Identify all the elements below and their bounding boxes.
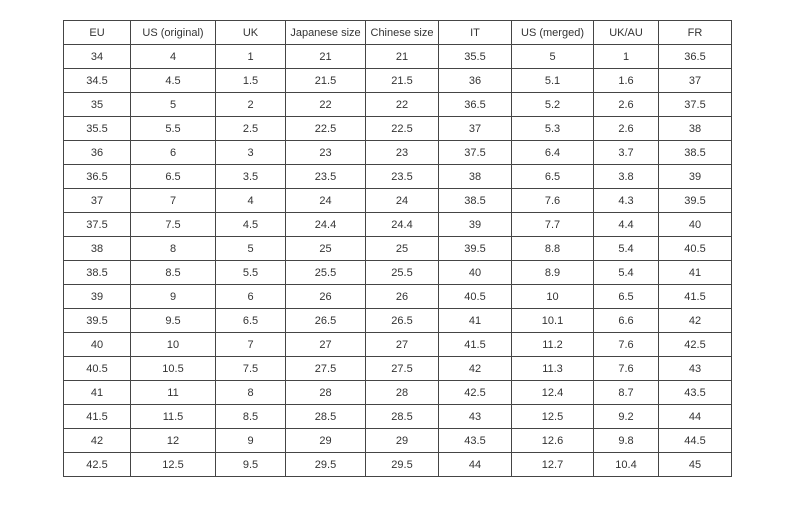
table-cell: 35 bbox=[64, 93, 131, 117]
table-cell: 4 bbox=[216, 189, 286, 213]
table-cell: 27.5 bbox=[286, 357, 366, 381]
table-cell: 4.5 bbox=[216, 213, 286, 237]
table-cell: 4.5 bbox=[131, 69, 216, 93]
column-header-chinese-size: Chinese size bbox=[366, 21, 439, 45]
table-cell: 37.5 bbox=[64, 213, 131, 237]
table-cell: 23.5 bbox=[366, 165, 439, 189]
table-cell: 11.2 bbox=[512, 333, 594, 357]
header-row bbox=[64, 21, 732, 45]
table-cell: 43.5 bbox=[659, 381, 732, 405]
table-cell: 28 bbox=[366, 381, 439, 405]
table-cell: 40.5 bbox=[64, 357, 131, 381]
table-cell: 10.1 bbox=[512, 309, 594, 333]
table-cell: 40 bbox=[64, 333, 131, 357]
table-cell: 21.5 bbox=[366, 69, 439, 93]
table-cell: 27.5 bbox=[366, 357, 439, 381]
table-cell: 2.6 bbox=[594, 117, 659, 141]
table-cell: 42 bbox=[64, 429, 131, 453]
table-cell: 35.5 bbox=[439, 45, 512, 69]
table-row bbox=[64, 189, 732, 213]
table-cell: 6.5 bbox=[594, 285, 659, 309]
table-cell: 39 bbox=[64, 285, 131, 309]
table-row bbox=[64, 69, 732, 93]
table-cell: 36.5 bbox=[659, 45, 732, 69]
table-cell: 8.5 bbox=[216, 405, 286, 429]
table-row bbox=[64, 93, 732, 117]
table-cell: 6 bbox=[131, 141, 216, 165]
table-cell: 11 bbox=[131, 381, 216, 405]
table-cell: 6.5 bbox=[131, 165, 216, 189]
table-cell: 41 bbox=[64, 381, 131, 405]
table-cell: 6.4 bbox=[512, 141, 594, 165]
table-cell: 34.5 bbox=[64, 69, 131, 93]
table-cell: 41.5 bbox=[64, 405, 131, 429]
table-cell: 41 bbox=[659, 261, 732, 285]
table-cell: 40 bbox=[659, 213, 732, 237]
table-row bbox=[64, 429, 732, 453]
table-cell: 41 bbox=[439, 309, 512, 333]
table-cell: 8 bbox=[131, 237, 216, 261]
table-cell: 21.5 bbox=[286, 69, 366, 93]
table-cell: 24 bbox=[366, 189, 439, 213]
table-cell: 40.5 bbox=[439, 285, 512, 309]
table-cell: 39 bbox=[439, 213, 512, 237]
column-header-us-merged: US (merged) bbox=[512, 21, 594, 45]
table-row bbox=[64, 381, 732, 405]
table-cell: 41.5 bbox=[659, 285, 732, 309]
table-cell: 37 bbox=[659, 69, 732, 93]
table-cell: 12.6 bbox=[512, 429, 594, 453]
table-row bbox=[64, 333, 732, 357]
table-cell: 3 bbox=[216, 141, 286, 165]
table-cell: 23 bbox=[286, 141, 366, 165]
table-cell: 24.4 bbox=[286, 213, 366, 237]
table-cell: 38.5 bbox=[439, 189, 512, 213]
table-row bbox=[64, 453, 732, 477]
table-row bbox=[64, 237, 732, 261]
table-cell: 5 bbox=[131, 93, 216, 117]
table-cell: 42.5 bbox=[439, 381, 512, 405]
table-cell: 5 bbox=[512, 45, 594, 69]
table-cell: 24.4 bbox=[366, 213, 439, 237]
table-cell: 6.5 bbox=[512, 165, 594, 189]
table-cell: 42 bbox=[439, 357, 512, 381]
table-cell: 7.6 bbox=[594, 357, 659, 381]
table-cell: 25 bbox=[366, 237, 439, 261]
table-cell: 21 bbox=[286, 45, 366, 69]
table-cell: 28 bbox=[286, 381, 366, 405]
table-cell: 9.5 bbox=[131, 309, 216, 333]
table-cell: 29.5 bbox=[366, 453, 439, 477]
table-cell: 25 bbox=[286, 237, 366, 261]
table-cell: 37.5 bbox=[659, 93, 732, 117]
table-cell: 7.6 bbox=[512, 189, 594, 213]
table-cell: 9.8 bbox=[594, 429, 659, 453]
table-cell: 42 bbox=[659, 309, 732, 333]
table-row bbox=[64, 165, 732, 189]
table-cell: 9 bbox=[131, 285, 216, 309]
table-cell: 27 bbox=[286, 333, 366, 357]
table-cell: 36 bbox=[439, 69, 512, 93]
table-cell: 5.3 bbox=[512, 117, 594, 141]
table-cell: 40.5 bbox=[659, 237, 732, 261]
table-cell: 37 bbox=[64, 189, 131, 213]
table-cell: 34 bbox=[64, 45, 131, 69]
table-cell: 8.8 bbox=[512, 237, 594, 261]
table-body bbox=[64, 45, 732, 477]
table-cell: 22.5 bbox=[366, 117, 439, 141]
table-cell: 36 bbox=[64, 141, 131, 165]
table-cell: 44.5 bbox=[659, 429, 732, 453]
table-cell: 5.4 bbox=[594, 237, 659, 261]
table-cell: 25.5 bbox=[366, 261, 439, 285]
table-cell: 2.6 bbox=[594, 93, 659, 117]
table-cell: 12.5 bbox=[512, 405, 594, 429]
table-cell: 25.5 bbox=[286, 261, 366, 285]
table-cell: 7.5 bbox=[131, 213, 216, 237]
table-row bbox=[64, 309, 732, 333]
column-header-japanese-size: Japanese size bbox=[286, 21, 366, 45]
table-cell: 8.7 bbox=[594, 381, 659, 405]
table-cell: 39.5 bbox=[439, 237, 512, 261]
table-cell: 8.9 bbox=[512, 261, 594, 285]
table-cell: 6.6 bbox=[594, 309, 659, 333]
table-cell: 28.5 bbox=[286, 405, 366, 429]
table-cell: 8.5 bbox=[131, 261, 216, 285]
table-cell: 8 bbox=[216, 381, 286, 405]
table-cell: 26 bbox=[366, 285, 439, 309]
table-cell: 23 bbox=[366, 141, 439, 165]
table-cell: 43 bbox=[659, 357, 732, 381]
table-cell: 37.5 bbox=[439, 141, 512, 165]
table-cell: 39 bbox=[659, 165, 732, 189]
table-cell: 22 bbox=[366, 93, 439, 117]
table-cell: 2.5 bbox=[216, 117, 286, 141]
table-cell: 7 bbox=[216, 333, 286, 357]
table-cell: 4.4 bbox=[594, 213, 659, 237]
table-cell: 10 bbox=[512, 285, 594, 309]
table-cell: 4 bbox=[131, 45, 216, 69]
table-cell: 39.5 bbox=[64, 309, 131, 333]
table-row bbox=[64, 405, 732, 429]
table-cell: 41.5 bbox=[439, 333, 512, 357]
table-cell: 11.5 bbox=[131, 405, 216, 429]
table-cell: 24 bbox=[286, 189, 366, 213]
table-cell: 1 bbox=[594, 45, 659, 69]
table-cell: 44 bbox=[439, 453, 512, 477]
table-cell: 38 bbox=[64, 237, 131, 261]
shoe-size-conversion-table bbox=[63, 20, 732, 477]
table-cell: 7.6 bbox=[594, 333, 659, 357]
table-cell: 2 bbox=[216, 93, 286, 117]
table-row bbox=[64, 285, 732, 309]
table-cell: 12.7 bbox=[512, 453, 594, 477]
table-cell: 22 bbox=[286, 93, 366, 117]
table-cell: 12 bbox=[131, 429, 216, 453]
table-cell: 5.5 bbox=[131, 117, 216, 141]
column-header-uk-au: UK/AU bbox=[594, 21, 659, 45]
table-cell: 9.2 bbox=[594, 405, 659, 429]
table-cell: 22.5 bbox=[286, 117, 366, 141]
table-cell: 11.3 bbox=[512, 357, 594, 381]
table-cell: 23.5 bbox=[286, 165, 366, 189]
column-header-uk: UK bbox=[216, 21, 286, 45]
table-cell: 29.5 bbox=[286, 453, 366, 477]
table-cell: 29 bbox=[366, 429, 439, 453]
table-cell: 5.5 bbox=[216, 261, 286, 285]
table-cell: 27 bbox=[366, 333, 439, 357]
table-cell: 40 bbox=[439, 261, 512, 285]
table-cell: 36.5 bbox=[64, 165, 131, 189]
table-cell: 10.5 bbox=[131, 357, 216, 381]
table-cell: 38 bbox=[659, 117, 732, 141]
table-cell: 26.5 bbox=[366, 309, 439, 333]
table-cell: 3.7 bbox=[594, 141, 659, 165]
table-cell: 38 bbox=[439, 165, 512, 189]
table-cell: 39.5 bbox=[659, 189, 732, 213]
table-cell: 6.5 bbox=[216, 309, 286, 333]
table-cell: 1.5 bbox=[216, 69, 286, 93]
column-header-it: IT bbox=[439, 21, 512, 45]
table-cell: 10 bbox=[131, 333, 216, 357]
table-cell: 7.7 bbox=[512, 213, 594, 237]
table-cell: 38.5 bbox=[659, 141, 732, 165]
table-cell: 37 bbox=[439, 117, 512, 141]
table-cell: 6 bbox=[216, 285, 286, 309]
table-row bbox=[64, 117, 732, 141]
table-cell: 42.5 bbox=[659, 333, 732, 357]
table-cell: 9.5 bbox=[216, 453, 286, 477]
table-cell: 5.2 bbox=[512, 93, 594, 117]
table-cell: 1 bbox=[216, 45, 286, 69]
table-cell: 5 bbox=[216, 237, 286, 261]
column-header-us-original: US (original) bbox=[131, 21, 216, 45]
table-cell: 5.1 bbox=[512, 69, 594, 93]
table-row bbox=[64, 213, 732, 237]
table-row bbox=[64, 357, 732, 381]
table-cell: 12.5 bbox=[131, 453, 216, 477]
table-cell: 29 bbox=[286, 429, 366, 453]
table-cell: 1.6 bbox=[594, 69, 659, 93]
table-cell: 7.5 bbox=[216, 357, 286, 381]
table-row bbox=[64, 261, 732, 285]
table-cell: 12.4 bbox=[512, 381, 594, 405]
table-cell: 36.5 bbox=[439, 93, 512, 117]
column-header-fr: FR bbox=[659, 21, 732, 45]
table-cell: 4.3 bbox=[594, 189, 659, 213]
table-cell: 38.5 bbox=[64, 261, 131, 285]
table-cell: 26.5 bbox=[286, 309, 366, 333]
table-cell: 35.5 bbox=[64, 117, 131, 141]
table-cell: 45 bbox=[659, 453, 732, 477]
table-cell: 26 bbox=[286, 285, 366, 309]
table-cell: 42.5 bbox=[64, 453, 131, 477]
table-cell: 5.4 bbox=[594, 261, 659, 285]
table-cell: 43 bbox=[439, 405, 512, 429]
table-cell: 21 bbox=[366, 45, 439, 69]
table-cell: 3.5 bbox=[216, 165, 286, 189]
table-row bbox=[64, 45, 732, 69]
table-cell: 10.4 bbox=[594, 453, 659, 477]
table-cell: 3.8 bbox=[594, 165, 659, 189]
table-cell: 7 bbox=[131, 189, 216, 213]
table-row bbox=[64, 141, 732, 165]
column-header-eu: EU bbox=[64, 21, 131, 45]
table-cell: 44 bbox=[659, 405, 732, 429]
table-cell: 9 bbox=[216, 429, 286, 453]
table-cell: 28.5 bbox=[366, 405, 439, 429]
table-cell: 43.5 bbox=[439, 429, 512, 453]
table-head bbox=[64, 21, 732, 45]
